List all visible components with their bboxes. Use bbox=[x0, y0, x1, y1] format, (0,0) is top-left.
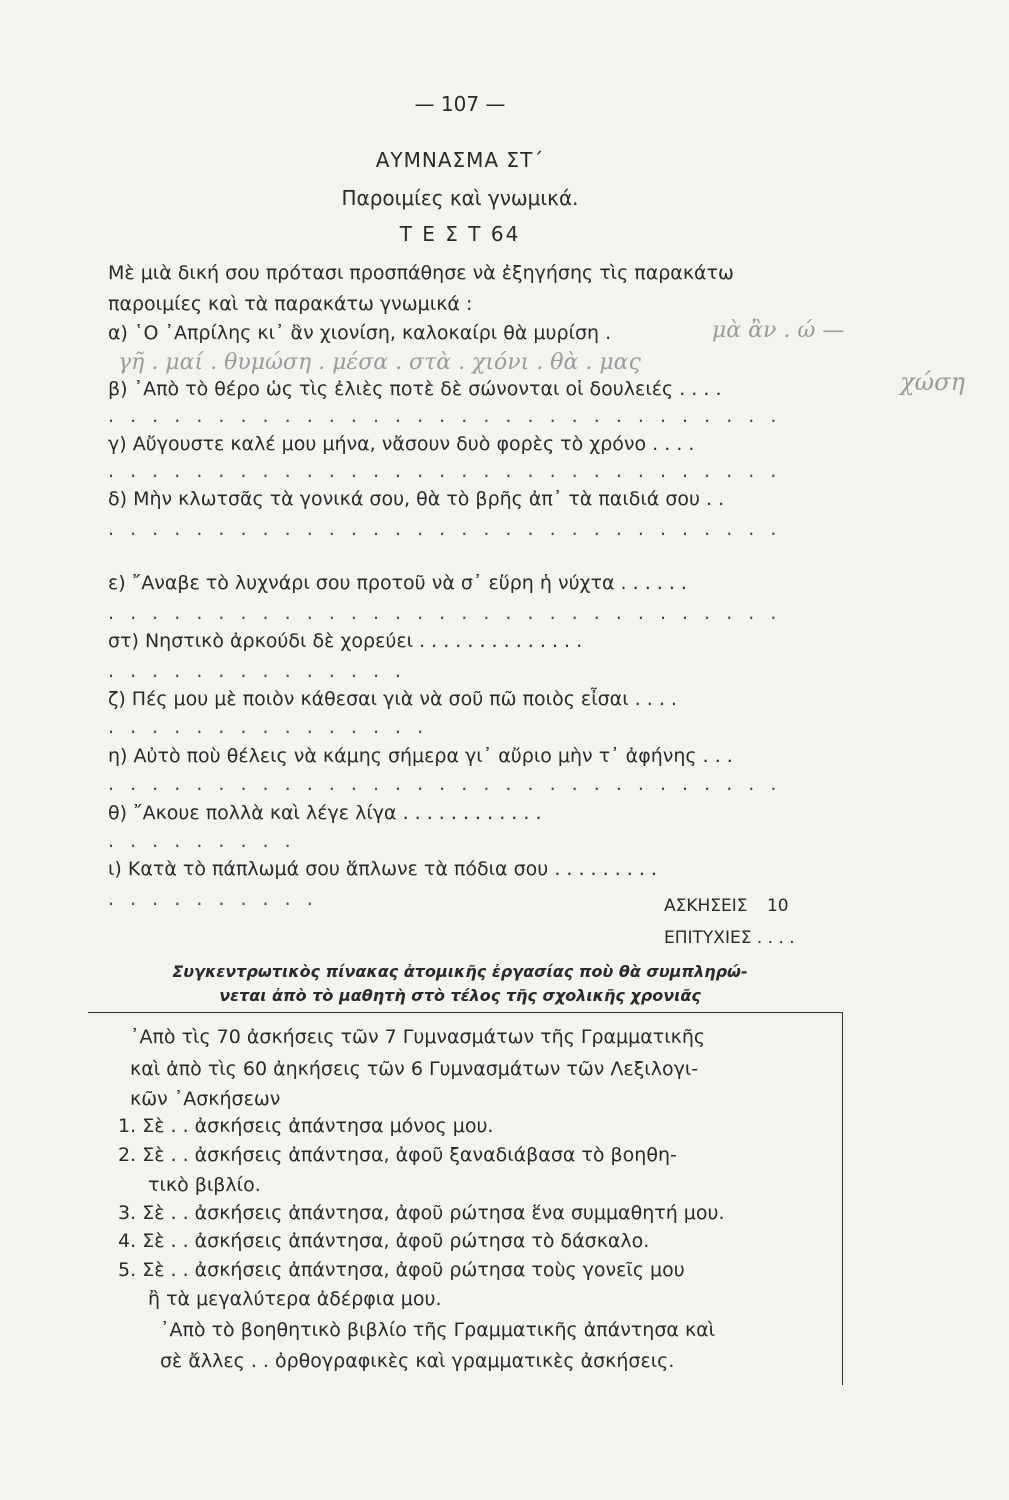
summary-intro-line-1: ᾿Απὸ τὶς 70 ἀσκήσεις τῶν 7 Γυμνασμάτων τῆς Γραμματικῆς bbox=[130, 1026, 706, 1048]
item-number: 5. bbox=[118, 1259, 137, 1281]
proverb-c bbox=[108, 433, 694, 455]
proverb-text: Μὴν κλωτσᾶς τὰ γονικά σου, θὰ τὸ βρῆς ἀπ᾿ τὰ παιδιά σου . . bbox=[133, 488, 725, 510]
proverb-label: η) bbox=[108, 745, 128, 767]
proverb-label: ζ) bbox=[108, 688, 126, 710]
proverb-a bbox=[108, 322, 611, 344]
exercises-value: 10 bbox=[766, 896, 789, 916]
handwritten-answer-1: μὰ ἂν . ώ — bbox=[712, 318, 845, 343]
answer-dots: . . . . . . . . . . . . . . . . . . . . . . . . . . . . . . . bbox=[108, 460, 782, 482]
item-text: Σὲ . . ἀσκήσεις ἀπάντησα μόνος μου. bbox=[142, 1115, 494, 1137]
proverb-e bbox=[108, 572, 687, 594]
proverb-theta bbox=[108, 802, 541, 824]
item-continuation: τικὸ βιβλίο. bbox=[148, 1174, 261, 1196]
instruction-line-1: Μὲ μιὰ δική σου πρότασι προσπάθησε νὰ ἐξηγήσης τὶς παρακάτω bbox=[108, 262, 734, 284]
summary-title-line-1: Συγκεντρωτικὸς πίνακας ἀτομικῆς ἐργασίας ποὺ θὰ συμπληρώ- bbox=[172, 962, 748, 981]
section-subtitle: Παροιμίες καὶ γνωμικά. bbox=[341, 186, 579, 210]
proverb-b bbox=[108, 378, 721, 400]
proverb-label: ι) bbox=[108, 858, 122, 880]
item-text: Σὲ . . ἀσκήσεις ἀπάντησα, ἀφοῦ ρώτησα τὸ δάσκαλο. bbox=[142, 1230, 650, 1252]
proverb-label: α) bbox=[108, 322, 128, 344]
summary-item bbox=[118, 1259, 685, 1281]
summary-title bbox=[0, 960, 920, 1008]
instruction-line-2: παροιμίες καὶ τὰ παρακάτω γνωμικά : bbox=[108, 293, 473, 315]
handwritten-answer-2: γῆ . μαί . θυμώση . μέσα . στὰ . χιόνι . θὰ . μας bbox=[118, 350, 641, 375]
proverb-text: Πές μου μὲ ποιὸν κάθεσαι γιὰ νὰ σοῦ πῶ ποιὸς εἶσαι . . . . bbox=[131, 688, 677, 710]
proverb-text: Νηστικὸ ἀρκούδι δὲ χορεύει . . . . . . . . . . . . . . bbox=[144, 630, 583, 652]
exercises-label: ΑΣΚΗΣΕΙΣ bbox=[664, 896, 748, 916]
proverb-st bbox=[108, 630, 582, 652]
item-text: Σὲ . . ἀσκήσεις ἀπάντησα, ἀφοῦ ξαναδιάβασα τὸ βοηθη- bbox=[142, 1144, 677, 1166]
item-number: 2. bbox=[118, 1144, 137, 1166]
success-score: ΕΠΙΤΥΧΙΕΣ . . . . bbox=[664, 928, 795, 948]
proverb-eta bbox=[108, 745, 733, 767]
answer-dots: . . . . . . . . . bbox=[108, 830, 296, 852]
section-title: ΑΥΜΝΑΣΜΑ ΣΤ΄ bbox=[375, 148, 545, 172]
proverb-text: Αὐτὸ ποὺ θέλεις νὰ κάμης σήμερα γι᾿ αὔριο μὴν τ᾿ ἀφήνης . . . bbox=[133, 745, 733, 767]
item-number: 1. bbox=[118, 1115, 137, 1137]
summary-title-line-2: νεται ἀπὸ τὸ μαθητὴ στὸ τέλος τῆς σχολικῆς χρονιᾶς bbox=[219, 986, 701, 1005]
summary-outro-line-2: σὲ ἄλλες . . ὀρθογραφικὲς καὶ γραμματικὲς ἀσκήσεις. bbox=[160, 1350, 675, 1372]
proverb-text: Κατὰ τὸ πάπλωμά σου ἅπλωνε τὰ πόδια σου . . . . . . . . . bbox=[127, 858, 657, 880]
answer-dots: . . . . . . . . . . . . . . bbox=[108, 660, 407, 682]
proverb-text: ᾿Απὸ τὸ θέρο ὡς τὶς ἐλιὲς ποτὲ δὲ σώνονται οἱ δουλειές . . . . bbox=[133, 378, 722, 400]
proverb-label: γ) bbox=[108, 433, 127, 455]
exercises-score bbox=[664, 896, 789, 916]
answer-dots: . . . . . . . . . . . . . . . . . . . . . . . . . . . . . . . bbox=[108, 773, 782, 795]
item-continuation: ἢ τὰ μεγαλύτερα ἀδέρφια μου. bbox=[148, 1288, 442, 1310]
summary-intro-line-3: κῶν ᾿Ασκήσεων bbox=[130, 1088, 281, 1110]
proverb-text: ῎Αναβε τὸ λυχνάρι σου προτοῦ νὰ σ᾿ εὕρη ἡ νύχτα . . . . . . bbox=[131, 572, 687, 594]
proverb-text: ῎Ακουε πολλὰ καὶ λέγε λίγα . . . . . . . . . . . . bbox=[133, 802, 542, 824]
proverb-z bbox=[108, 688, 677, 710]
summary-item bbox=[118, 1230, 649, 1252]
item-number: 3. bbox=[118, 1202, 137, 1224]
summary-item bbox=[118, 1202, 725, 1224]
test-label: Τ Ε Σ Τ 64 bbox=[399, 222, 521, 246]
page-number: — 107 — bbox=[414, 92, 506, 116]
answer-dots: . . . . . . . . . . . . . . . . . . . . . . . . . . . . . . . bbox=[108, 602, 782, 624]
proverb-iota bbox=[108, 858, 657, 880]
proverb-label: ε) bbox=[108, 572, 126, 594]
summary-intro-line-2: καὶ ἀπὸ τὶς 60 ἀηκήσεις τῶν 6 Γυμνασμάτων τῶν Λεξιλογι- bbox=[130, 1058, 699, 1080]
item-text: Σὲ . . ἀσκήσεις ἀπάντησα, ἀφοῦ ρώτησα τοὺς γονεῖς μου bbox=[142, 1259, 685, 1281]
item-text: Σὲ . . ἀσκήσεις ἀπάντησα, ἀφοῦ ρώτησα ἕνα συμμαθητή μου. bbox=[142, 1202, 725, 1224]
proverb-text: ῾Ο ᾿Απρίλης κι᾿ ἂν χιονίση, καλοκαίρι θὰ μυρίση . bbox=[133, 322, 612, 344]
proverb-label: στ) bbox=[108, 630, 139, 652]
summary-outro-line-1: ᾿Απὸ τὸ βοηθητικὸ βιβλίο τῆς Γραμματικῆς ἀπάντησα καὶ bbox=[160, 1319, 716, 1341]
proverb-text: Αὔγουστε καλέ μου μήνα, νἄσουν δυὸ φορὲς τὸ χρόνο . . . . bbox=[132, 433, 695, 455]
handwritten-margin-note: χώση bbox=[900, 368, 965, 396]
proverb-label: β) bbox=[108, 378, 128, 400]
proverb-label: δ) bbox=[108, 488, 128, 510]
summary-item bbox=[118, 1144, 677, 1166]
item-number: 4. bbox=[118, 1230, 137, 1252]
answer-dots: . . . . . . . . . . . . . . . bbox=[108, 716, 429, 738]
answer-dots: . . . . . . . . . . . . . . . . . . . . . . . . . . . . . . . bbox=[108, 518, 782, 540]
answer-dots: . . . . . . . . . . . . . . . . . . . . . . . . . . . . . . . bbox=[108, 405, 782, 427]
summary-item bbox=[118, 1115, 493, 1137]
proverb-d bbox=[108, 488, 724, 510]
proverb-label: θ) bbox=[108, 802, 128, 824]
answer-dots: . . . . . . . . . . bbox=[108, 888, 318, 910]
